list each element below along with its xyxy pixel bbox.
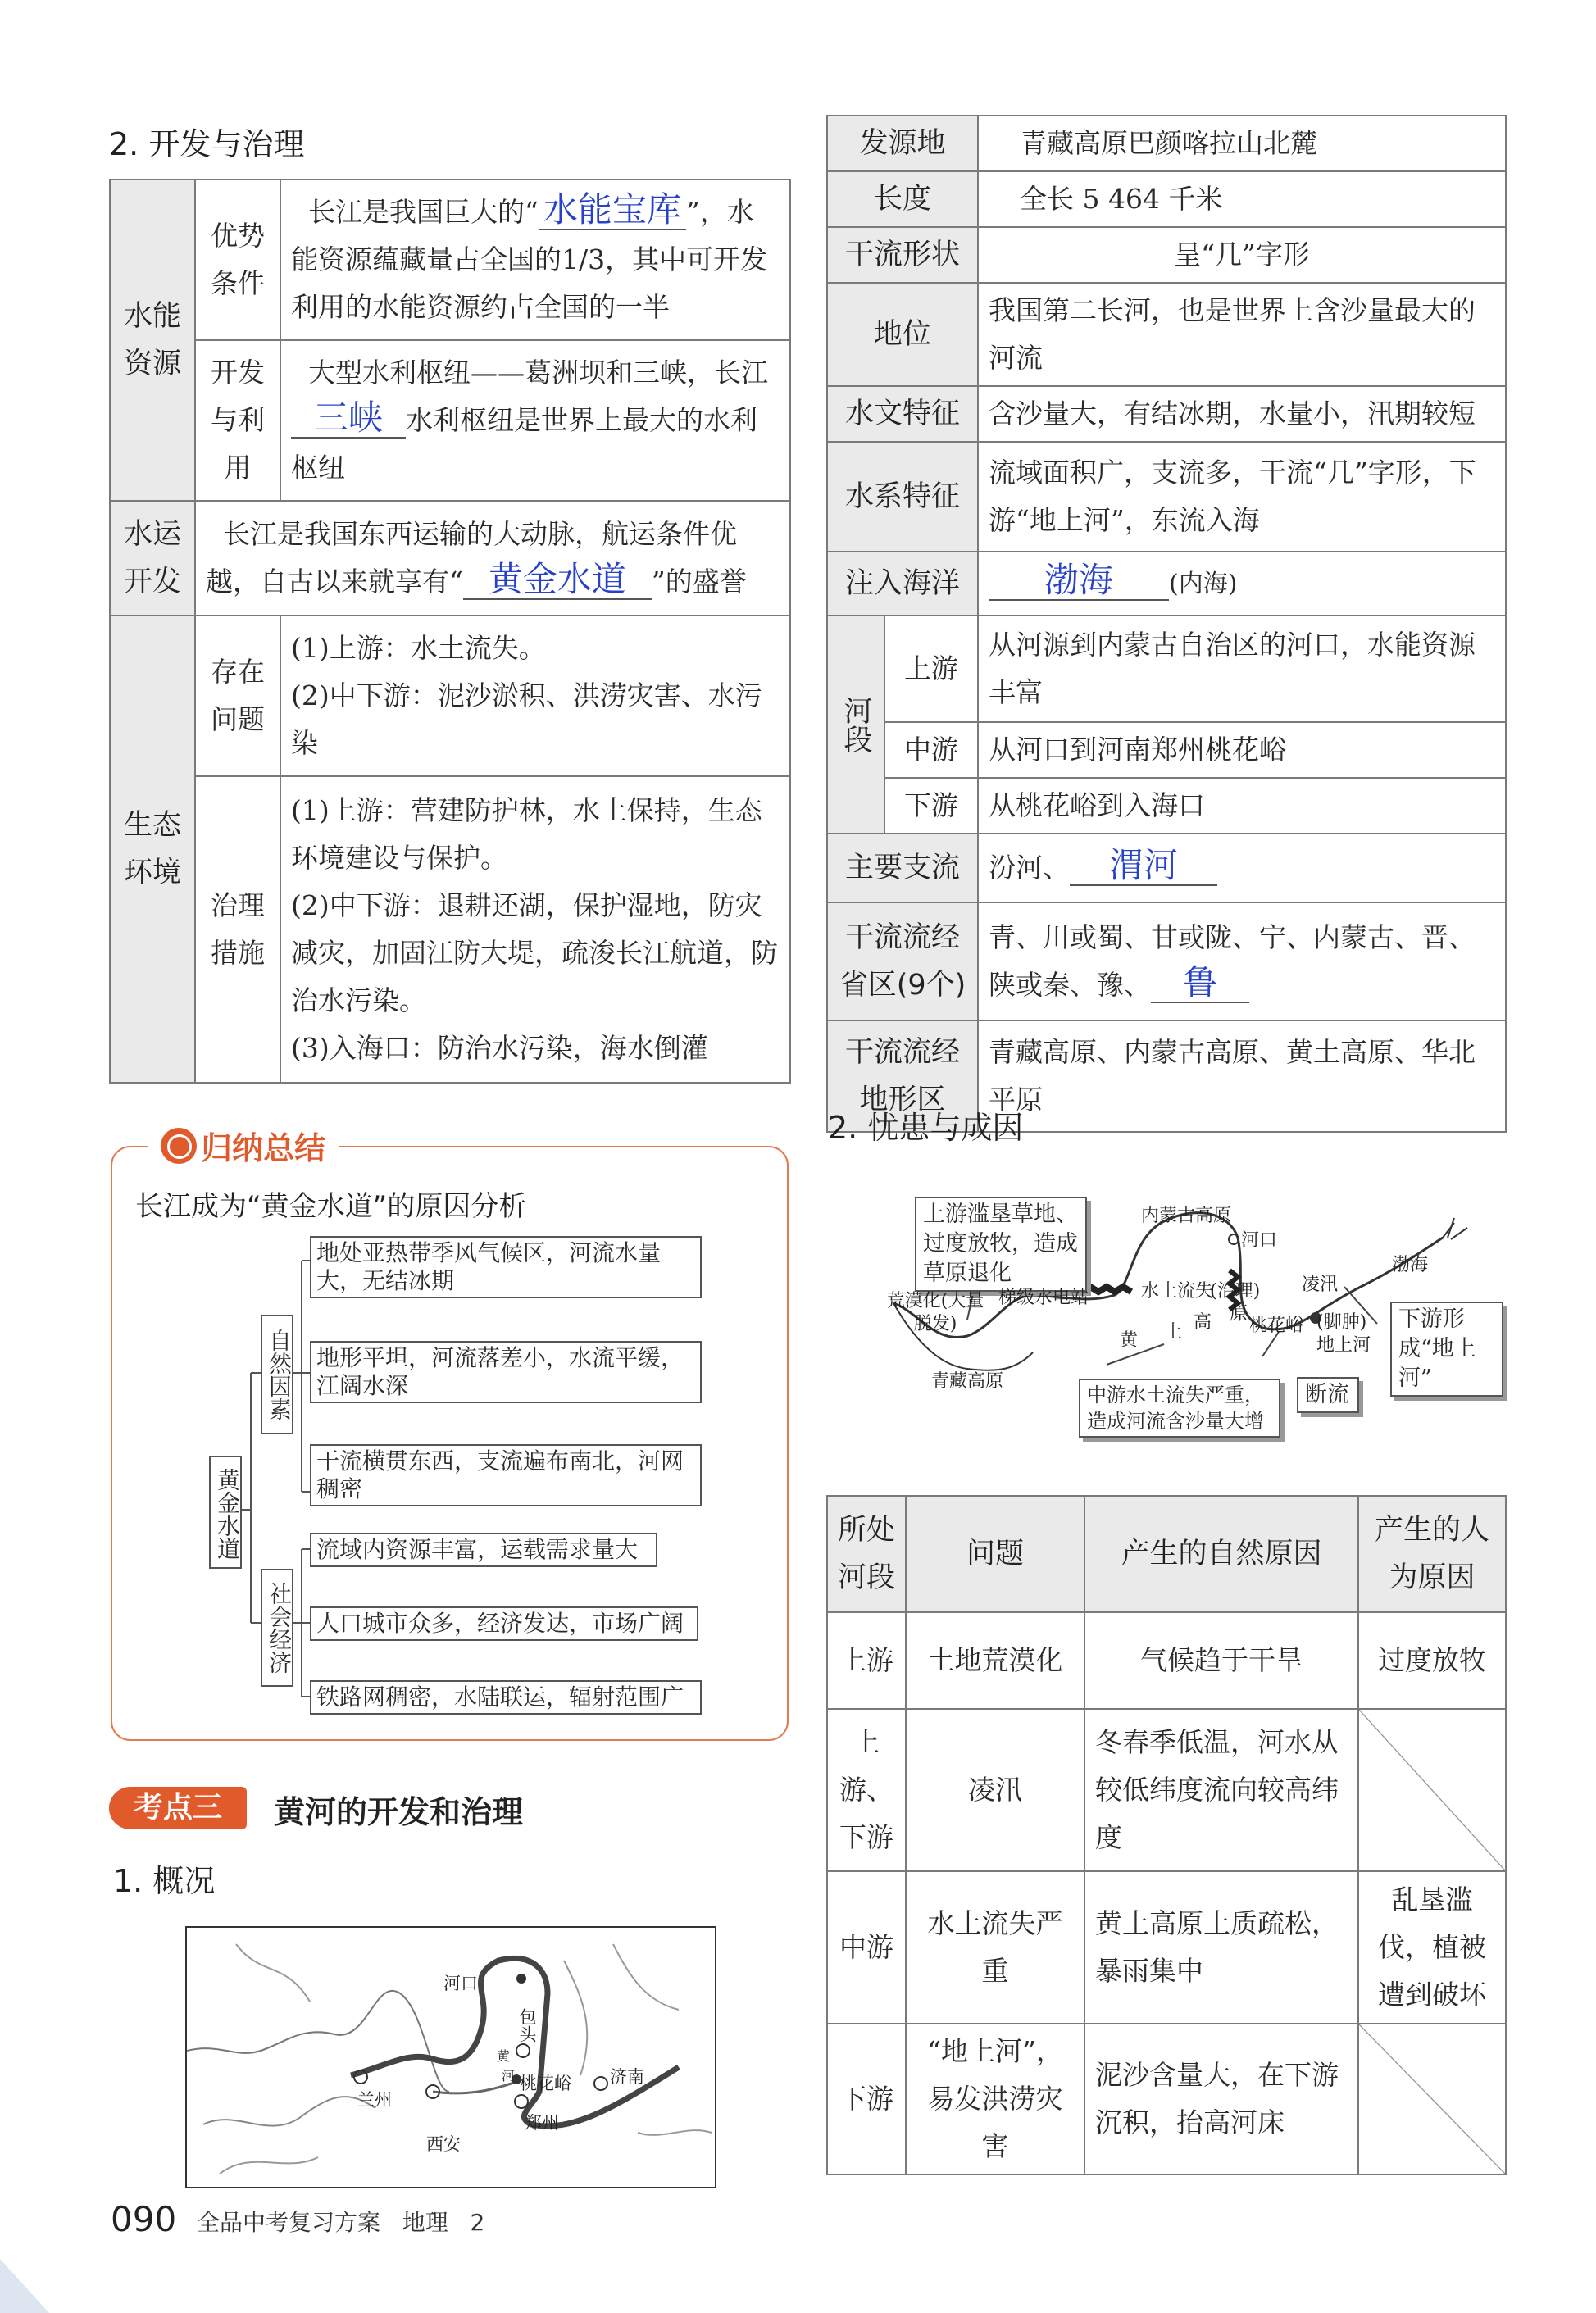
section-title-overview: 1. 概况 (113, 1863, 216, 1899)
summary-box (111, 1146, 789, 1741)
yangtze-development-table (109, 179, 791, 1084)
row-value: 从河口到河南郑州桃花峪 (978, 722, 1506, 778)
dev-use-text: 大型水利枢纽——葛洲坝和三峡，长江三峡 水利枢纽是世界上最大的水利枢纽 (280, 340, 790, 501)
diagram-label: (脚肿)地上河 (1316, 1312, 1371, 1356)
water-resource-label: 水能资源 (110, 179, 195, 501)
cell: 中游 (827, 1871, 906, 2024)
row-value: 含沙量大，有结冰期，水量小，汛期较短 (978, 386, 1506, 442)
map-label: 河口 (443, 1974, 478, 1993)
tree-social: 社会经济 (261, 1569, 293, 1687)
dev-use-label: 开发与利用 (195, 340, 280, 501)
map-label: 郑州 (525, 2113, 559, 2133)
row-value: 流域面积广，支流多，干流“几”字形，下游“地上河”，东流入海 (978, 442, 1506, 552)
tree-natural: 自然因素 (261, 1315, 293, 1434)
tree-leaf: 地形平坦，河流落差小，水流平缓，江阔水深 (310, 1341, 702, 1403)
problems-causes-table (826, 1495, 1507, 2175)
segment-middle: 中游 (884, 722, 978, 778)
answer-blank: 鲁 (1151, 964, 1249, 1003)
row-label: 主要支流 (827, 834, 978, 902)
diagram-label: (治理) (1210, 1281, 1261, 1302)
problems-text: (1)上游：水土流失。 (2)中下游：泥沙淤积、洪涝灾害、水污染 (280, 616, 790, 776)
row-value: 渤海 (内海) (978, 552, 1506, 616)
tree-root: 黄金水道 (209, 1456, 242, 1569)
cell: 气候趋于干旱 (1084, 1612, 1358, 1709)
diagram-box: 中游水土流失严重，造成河流含沙量大增 (1079, 1379, 1280, 1438)
row-value: 从河源到内蒙古自治区的河口，水能资源丰富 (978, 616, 1506, 722)
cell: 冬春季低温，河水从较低纬度流向较高纬度 (1084, 1709, 1358, 1871)
answer-blank: 渭河 (1070, 847, 1217, 886)
diagram-label: 青藏高原 (931, 1371, 1004, 1392)
cell: 乱垦滥伐，植被遭到破坏 (1358, 1871, 1506, 2024)
row-label: 发源地 (827, 116, 978, 171)
segment-lower: 下游 (884, 778, 978, 834)
map-label: 兰州 (357, 2090, 392, 2110)
cell: 过度放牧 (1358, 1612, 1506, 1709)
shipping-label: 水运开发 (110, 501, 195, 616)
col-header: 所处河段 (827, 1496, 906, 1612)
diagram-label: 荒漠化(大量脱发) (886, 1291, 984, 1334)
row-value: 青藏高原、内蒙古高原、黄土高原、华北平原 (978, 1020, 1506, 1132)
tree-connectors (238, 1238, 311, 1713)
diagram-label: 桃花峪 (1249, 1316, 1304, 1336)
row-value: 全长 5 464 千米 (978, 171, 1506, 227)
measures-text: (1)上游：营建防护林，水土保持，生态环境建设与保护。 (2)中下游：退耕还湖，保护湿地，防灾减灾，加固江防大堤，疏浚长江航道，防治水污染。 (3)入海口：防治水污染，海水倒灌 (280, 776, 790, 1083)
row-value: 青、川或蜀、甘或陇、宁、内蒙古、晋、陕或秦、豫、 鲁 (978, 902, 1506, 1020)
answer-blank: 水能宝库 (539, 191, 686, 230)
yellow-river-overview-table (826, 115, 1507, 1133)
map-label: 桃花峪 (520, 2074, 571, 2093)
cell: 泥沙含量大，在下游沉积，抬高河床 (1084, 2024, 1358, 2174)
footer-book: 全品中考复习方案 地理 2 (197, 2209, 485, 2236)
diagram-box: 断流 (1297, 1377, 1359, 1413)
diagram-box: 下游形成“地上河” (1390, 1302, 1503, 1397)
table-row (827, 1709, 1506, 1871)
globe-icon (161, 1128, 197, 1164)
kp3-title: 黄河的开发和治理 (274, 1794, 524, 1830)
summary-badge: 归纳总结 (148, 1123, 339, 1168)
kp3-badge: 考点三 (109, 1787, 247, 1829)
measures-label: 治理措施 (195, 776, 280, 1083)
cell: 上游、下游 (827, 1709, 906, 1871)
row-label: 地位 (827, 283, 978, 386)
diagram-label: 渤海 (1392, 1255, 1429, 1275)
cell: 凌汛 (906, 1709, 1084, 1871)
table-row (827, 1612, 1506, 1709)
cell-empty (1358, 2024, 1506, 2174)
segment-label: 河段 (827, 616, 884, 834)
map-label: 河 (502, 2068, 516, 2084)
map-label: 西安 (426, 2134, 461, 2154)
yellow-river-map (185, 1926, 716, 2188)
diagram-label: 土 (1164, 1322, 1183, 1343)
diagram-label: 凌汛 (1302, 1275, 1339, 1295)
diagram-label: 水土流失 (1141, 1281, 1214, 1302)
col-header: 产生的人为原因 (1358, 1496, 1506, 1612)
section-title-problems: 2. 忧患与成因 (828, 1110, 1024, 1146)
cell-empty (1358, 1709, 1506, 1871)
tree-leaf: 流域内资源丰富，运载需求量大 (310, 1533, 657, 1567)
row-label: 水系特征 (827, 442, 978, 552)
diagram-label: 内蒙古高原 (1141, 1206, 1232, 1226)
cell: 下游 (827, 2024, 906, 2174)
map-label: 黄 (497, 2048, 511, 2064)
diagram-label: 梯级水电站 (998, 1288, 1089, 1308)
table-row (827, 2024, 1506, 2174)
summary-title: 长江成为“黄金水道”的原因分析 (135, 1190, 527, 1223)
corner-decoration (0, 2259, 49, 2313)
diagram-label: 原 (1230, 1304, 1248, 1325)
shipping-text: 长江是我国东西运输的大动脉，航运条件优越，自古以来就享有“ 黄金水道 ”的盛誉 (195, 501, 790, 616)
ecology-label: 生态环境 (110, 616, 195, 1083)
col-header: 问题 (906, 1496, 1084, 1612)
row-value: 呈“几”字形 (978, 227, 1506, 283)
diagram-label: 高 (1194, 1312, 1212, 1333)
advantage-text: 长江是我国巨大的“ 水能宝库 ”，水能资源蕴藏量占全国的1/3，其中可开发利用的水能资源约占全国的一半 (280, 179, 790, 340)
diagram-label: 河口 (1241, 1230, 1278, 1251)
map-label: 济南 (610, 2067, 644, 2087)
map-label: 包头 (517, 2008, 537, 2043)
col-header: 产生的自然原因 (1084, 1496, 1358, 1612)
row-label: 干流形状 (827, 227, 978, 283)
row-value: 从桃花峪到入海口 (978, 778, 1506, 834)
cell: 黄土高原土质疏松，暴雨集中 (1084, 1871, 1358, 2024)
row-value: 汾河、 渭河 (978, 834, 1506, 902)
problems-label: 存在问题 (195, 616, 280, 776)
advantage-label: 优势条件 (195, 179, 280, 340)
row-value: 青藏高原巴颜喀拉山北麓 (978, 116, 1506, 171)
cell: 水土流失严重 (906, 1871, 1084, 2024)
segment-upper: 上游 (884, 616, 978, 722)
tree-leaf: 人口城市众多，经济发达，市场广阔 (310, 1606, 698, 1641)
row-label: 长度 (827, 171, 978, 227)
cell: 土地荒漠化 (906, 1612, 1084, 1709)
row-label: 干流流经省区(9个) (827, 902, 978, 1020)
tree-leaf: 铁路网稠密，水陆联运，辐射范围广 (310, 1680, 702, 1715)
tree-leaf: 地处亚热带季风气候区，河流水量大，无结冰期 (310, 1236, 702, 1298)
cell: “地上河”，易发洪涝灾害 (906, 2024, 1084, 2174)
section-title-development: 2. 开发与治理 (109, 126, 305, 162)
row-value: 我国第二长河，也是世界上含沙量最大的河流 (978, 283, 1506, 386)
answer-blank: 黄金水道 (463, 561, 652, 600)
row-label: 干流流经地形区 (827, 1020, 978, 1132)
diagram-label: 黄 (1120, 1330, 1139, 1351)
diagram-box: 上游滥垦草地、过度放牧，造成草原退化 (915, 1197, 1087, 1292)
row-label: 注入海洋 (827, 552, 978, 616)
tree-leaf: 干流横贯东西，支流遍布南北，河网稠密 (310, 1444, 702, 1506)
answer-blank: 三峡 (291, 399, 406, 439)
cell: 上游 (827, 1612, 906, 1709)
table-row (827, 1871, 1506, 2024)
answer-blank: 渤海 (989, 561, 1169, 601)
row-label: 水文特征 (827, 386, 978, 442)
page-number: 090 (111, 2199, 177, 2239)
